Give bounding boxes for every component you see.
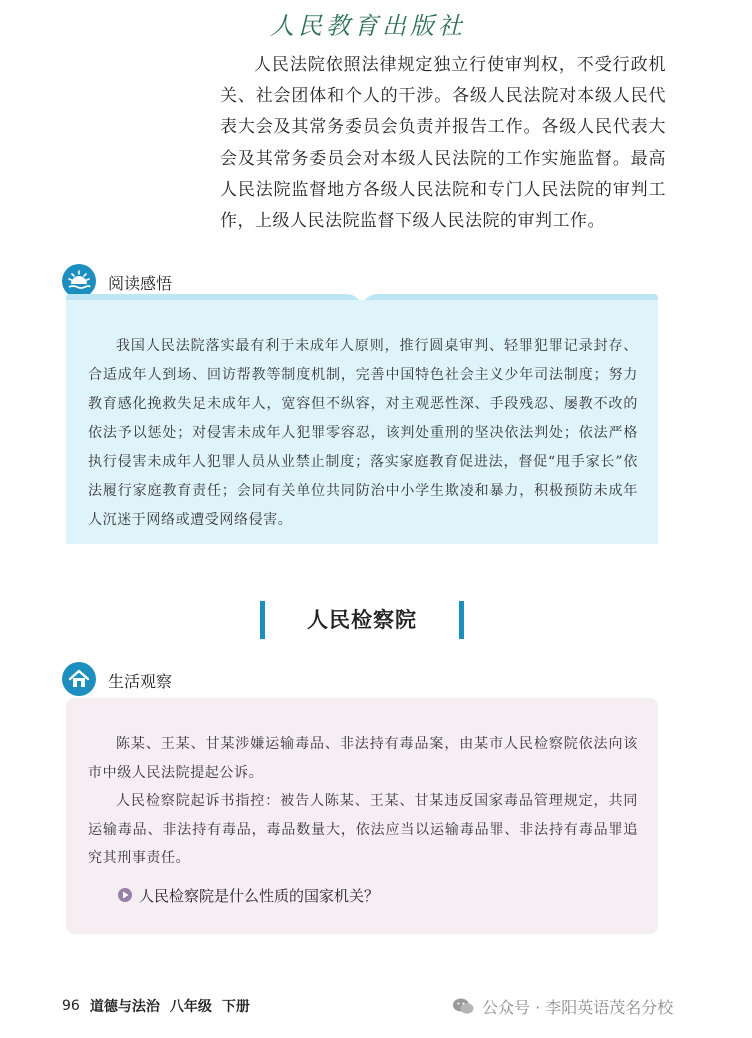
life-paragraph-2: 人民检察院起诉书指控：被告人陈某、王某、甘某违反国家毒品管理规定，共同运输毒品、非法持有毒品，毒品数量大，依法应当以运输毒品罪、非法持有毒品罪追究其刑事责任。	[88, 793, 638, 866]
question-text: 人民检察院是什么性质的国家机关？	[139, 886, 380, 905]
page-number: 96	[62, 998, 80, 1014]
watermark	[452, 994, 673, 1018]
life-section-header	[62, 662, 96, 696]
page-footer	[62, 995, 250, 1017]
reading-section-label: 阅读感悟	[108, 274, 173, 293]
sun-over-water-icon	[62, 264, 96, 298]
main-paragraph: 人民法院依照法律规定独立行使审判权，不受行政机关、社会团体和个人的干涉。各级人民法院对本级人民代表大会及其常务委员会负责并报告工作。各级人民代表大会及其常务委员会对本级人民法院的工作实施监督。最高人民法院监督地方各级人民法院和专门人民法院的审判工作，上级人民法院监督下级人民法院的审判工作。	[220, 55, 666, 232]
house-icon	[62, 662, 96, 696]
section-title: 人民检察院	[307, 608, 417, 632]
question-row	[118, 884, 618, 906]
reading-section-header	[62, 264, 96, 298]
title-right-bar	[459, 601, 464, 639]
life-text	[88, 730, 638, 873]
watermark-text: 公众号 · 李阳英语茂名分校	[482, 997, 674, 1017]
life-paragraph-1: 陈某、王某、甘某涉嫌运输毒品、非法持有毒品案，由某市人民检察院依法向该市中级人民法院提起公诉。	[88, 736, 638, 781]
reading-text: 我国人民法院落实最有利于未成年人原则，推行圆桌审判、轻罪犯罪记录封存、合适成年人到场、回访帮教等制度机制，完善中国特色社会主义少年司法制度；努力教育感化挽救失足未成年人，宽容但不纵容，对主观恶性深、手段残忍、屡教不改的依法予以惩处；对侵害未成年人犯罪零容忍，该判处重刑的坚决依法判处；依法严格执行侵害未成年人犯罪人员从业禁止制度；落实家庭教育促进法，督促“甩手家长”依法履行家庭教育责任；会同有关单位共同防治中小学生欺凌和暴力，积极预防未成年人沉迷于网络或遭受网络侵害。	[88, 338, 638, 528]
section-title-block	[260, 600, 464, 640]
wechat-icon	[452, 997, 474, 1015]
life-section-label: 生活观察	[108, 672, 173, 691]
footer-volume: 下册	[221, 999, 250, 1015]
footer-grade: 八年级	[169, 999, 212, 1015]
play-arrow-icon	[118, 888, 132, 902]
publisher-logo: 人民教育出版社	[270, 12, 466, 40]
footer-subject: 道德与法治	[89, 999, 160, 1015]
